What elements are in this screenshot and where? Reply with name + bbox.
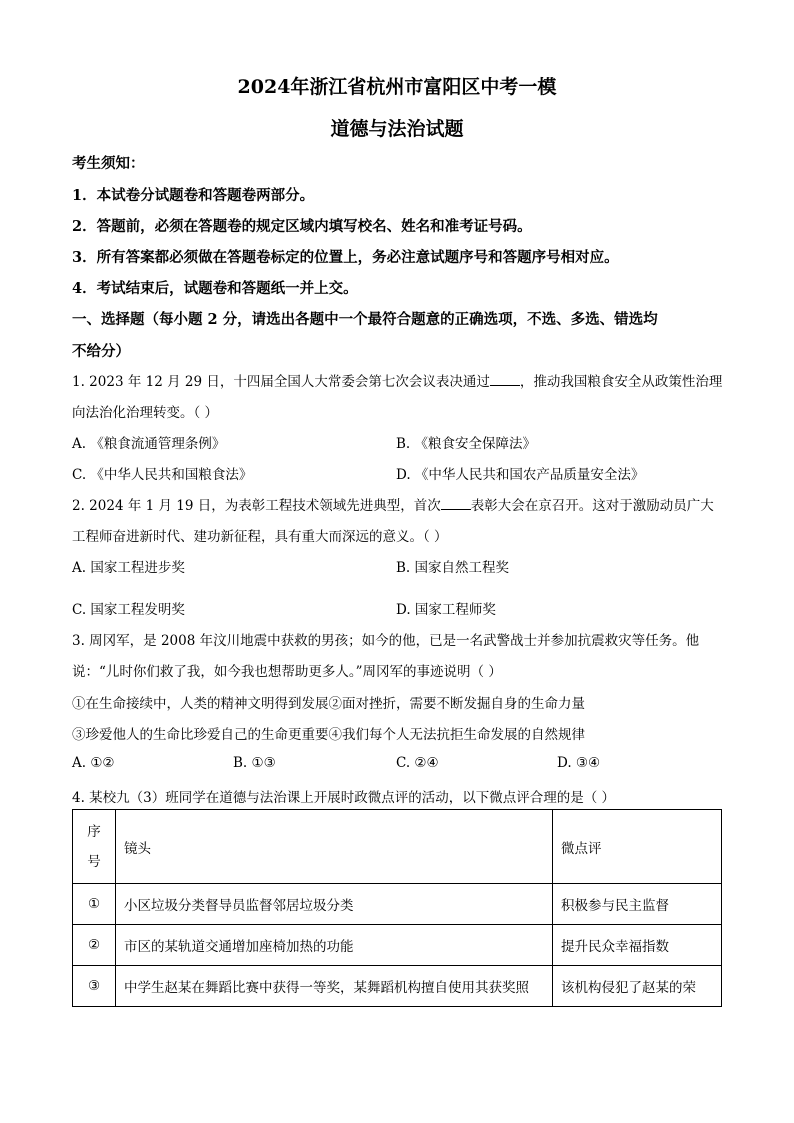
- q2-option-d[interactable]: D. 国家工程师奖: [396, 602, 496, 618]
- q1-stem-part-a: 1. 2023 年 12 月 29 日，十四届全国人大常委会第七次会议表决通过: [72, 374, 490, 390]
- header-comment: 微点评: [553, 810, 722, 884]
- row-comment: 提升民众幸福指数: [553, 925, 722, 966]
- row-index: ①: [73, 884, 116, 925]
- section1-heading-cont: 不给分）: [72, 343, 130, 360]
- row-scene: 小区垃圾分类督导员监督邻居垃圾分类: [116, 884, 553, 925]
- section1-heading: 一、选择题（每小题 2 分，请选出各题中一个最符合题意的正确选项，不选、多选、错选均: [72, 311, 658, 328]
- row-index: ②: [73, 925, 116, 966]
- q3-statements-1: ①在生命接续中，人类的精神文明得到发展②面对挫折，需要不断发掘自身的生命力量: [72, 696, 585, 712]
- row-scene: 中学生赵某在舞蹈比赛中获得一等奖，某舞蹈机构擅自使用其获奖照: [116, 966, 553, 1007]
- notice-item-1: 1．本试卷分试题卷和答题卷两部分。: [72, 187, 315, 204]
- row-index: ③: [73, 966, 116, 1007]
- exam-title: 2024年浙江省杭州市富阳区中考一模: [237, 76, 557, 98]
- q2-stem-part-a: 2. 2024 年 1 月 19 日，为表彰工程技术领域先进典型，首次: [72, 498, 441, 514]
- table-row: [73, 884, 722, 925]
- q2-option-a[interactable]: A. 国家工程进步奖: [72, 560, 185, 576]
- q1-option-a[interactable]: A. 《粮食流通管理条例》: [72, 436, 226, 452]
- notice-item-2: 2．答题前，必须在答题卷的规定区域内填写校名、姓名和准考证号码。: [72, 218, 532, 235]
- q2-stem-cont: 工程师奋进新时代、建功新征程，具有重大而深远的意义。（ ）: [72, 529, 448, 545]
- row-comment: 积极参与民主监督: [553, 884, 722, 925]
- q3-option-d[interactable]: D. ③④: [557, 755, 601, 771]
- q1-option-c[interactable]: C. 《中华人民共和国粮食法》: [72, 467, 253, 483]
- q1-stem-cont: 向法治化治理转变。（ ）: [72, 405, 219, 421]
- notice-item-4: 4．考试结束后，试题卷和答题纸一并上交。: [72, 280, 358, 297]
- notice-item-3: 3．所有答案都必须做在答题卷标定的位置上，务必注意试题序号和答题序号相对应。: [72, 249, 619, 266]
- q3-option-b[interactable]: B. ①③: [233, 755, 276, 771]
- row-comment: 该机构侵犯了赵某的荣: [553, 966, 722, 1007]
- q1-answer-blank: [490, 373, 520, 386]
- header-index-top: 序: [87, 823, 101, 840]
- q1-stem: [72, 370, 722, 390]
- q1-option-b[interactable]: B. 《粮食安全保障法》: [396, 436, 537, 452]
- q2-option-c[interactable]: C. 国家工程发明奖: [72, 602, 185, 618]
- q1-option-d[interactable]: D. 《中华人民共和国农产品质量安全法》: [396, 467, 645, 483]
- q4-stem: 4. 某校九（3）班同学在道德与法治课上开展时政微点评的活动，以下微点评合理的是（ ）: [72, 790, 616, 806]
- table-row: [73, 925, 722, 966]
- q2-stem-part-b: 表彰大会在京召开。这对于激励动员广大: [470, 498, 714, 514]
- row-scene: 市区的某轨道交通增加座椅加热的功能: [116, 925, 553, 966]
- table-header-row: [73, 810, 722, 884]
- q3-option-c[interactable]: C. ②④: [396, 755, 439, 771]
- header-index: [73, 810, 116, 884]
- q3-statements-2: ③珍爱他人的生命比珍爱自己的生命更重要④我们每个人无法抗拒生命发展的自然规律: [72, 727, 585, 743]
- header-scene: 镜头: [116, 810, 553, 884]
- q2-answer-blank: [441, 497, 471, 510]
- q4-table: [72, 809, 722, 1007]
- q2-stem: [72, 494, 714, 514]
- exam-subtitle: 道德与法治试题: [330, 118, 464, 140]
- q2-option-b[interactable]: B. 国家自然工程奖: [396, 560, 510, 576]
- q3-stem-cont: 说：“儿时你们救了我，如今我也想帮助更多人。”周冈军的事迹说明（ ）: [72, 664, 502, 680]
- q3-stem: 3. 周冈军，是 2008 年汶川地震中获救的男孩；如今的他，已是一名武警战士并参加抗震救灾等任务。他: [72, 633, 700, 649]
- q1-stem-part-b: ，推动我国粮食安全从政策性治理: [519, 374, 723, 390]
- table-row: [73, 966, 722, 1007]
- notice-heading: 考生须知：: [72, 155, 145, 172]
- q3-option-a[interactable]: A. ①②: [72, 755, 115, 771]
- header-index-bottom: 号: [87, 853, 101, 870]
